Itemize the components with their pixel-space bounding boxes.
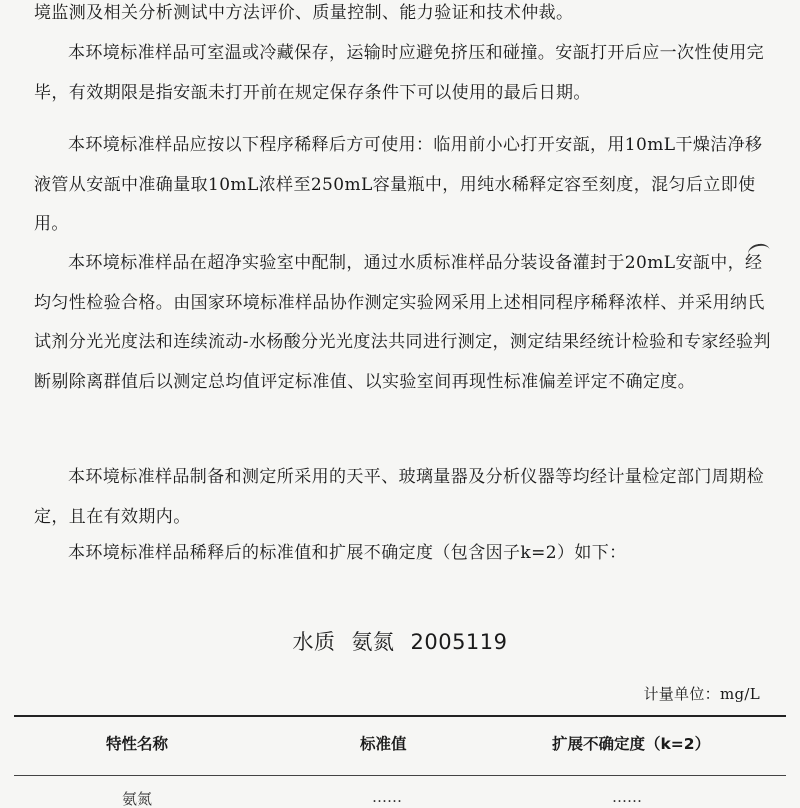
paragraph-storage: 本环境标准样品可室温或冷藏保存，运输时应避免挤压和碰撞。安瓿打开后应一次性使用完毕，有效期限是指安瓿未打开前在规定保存条件下可以使用的最后日期。 [34, 43, 764, 103]
cell-uncertainty: …… [612, 788, 642, 806]
title-matrix: 水质 [292, 630, 336, 654]
header-property-name: 特性名称 [106, 735, 169, 753]
title-code: 2005119 [410, 630, 508, 654]
header-standard-value: 标准值 [360, 735, 407, 753]
table-row [14, 788, 786, 808]
table-header-row [14, 732, 786, 762]
table-header-rule [14, 775, 786, 776]
paragraph-1: 境监测及相关分析测试中方法评价、质量控制、能力验证和技术仲裁。 [34, 3, 574, 23]
paragraph-table-intro: 本环境标准样品稀释后的标准值和扩展不确定度（包含因子k=2）如下： [68, 543, 627, 563]
table-top-rule [14, 715, 786, 717]
paragraph-dilution: 本环境标准样品应按以下程序稀释后方可使用：临用前小心打开安瓿，用10mL干燥洁净移液管从安瓿中准确量取10mL浓样至250mL容量瓶中，用纯水稀释定容至刻度，混匀后立即使用。 [34, 135, 763, 234]
paragraph-preparation: 本环境标准样品在超净实验室中配制，通过水质标准样品分装设备灌封于20mL安瓿中，经均匀性检验合格。由国家环境标准样品协作测定实验网采用上述相同程序稀释浓样、并采用纳氏试剂分光光度法和连续流动-水杨酸分光光度法共同进行测定，测定结果经统计检验和专家经验判断剔除离群值后以测定总均值评定标准值、以实验室间再现性标准偏差评定不确定度。 [34, 253, 771, 392]
unit-label: 计量单位：mg/L [643, 685, 760, 703]
paragraph-calibration: 本环境标准样品制备和测定所采用的天平、玻璃量器及分析仪器等均经计量检定部门周期检定，且在有效期内。 [34, 467, 764, 527]
header-expanded-uncertainty: 扩展不确定度（k=2） [552, 735, 711, 753]
cell-value: …… [372, 788, 402, 806]
title-analyte: 氨氮 [351, 630, 395, 654]
table-title [0, 626, 800, 656]
cell-property: 氨氮 [122, 790, 153, 808]
